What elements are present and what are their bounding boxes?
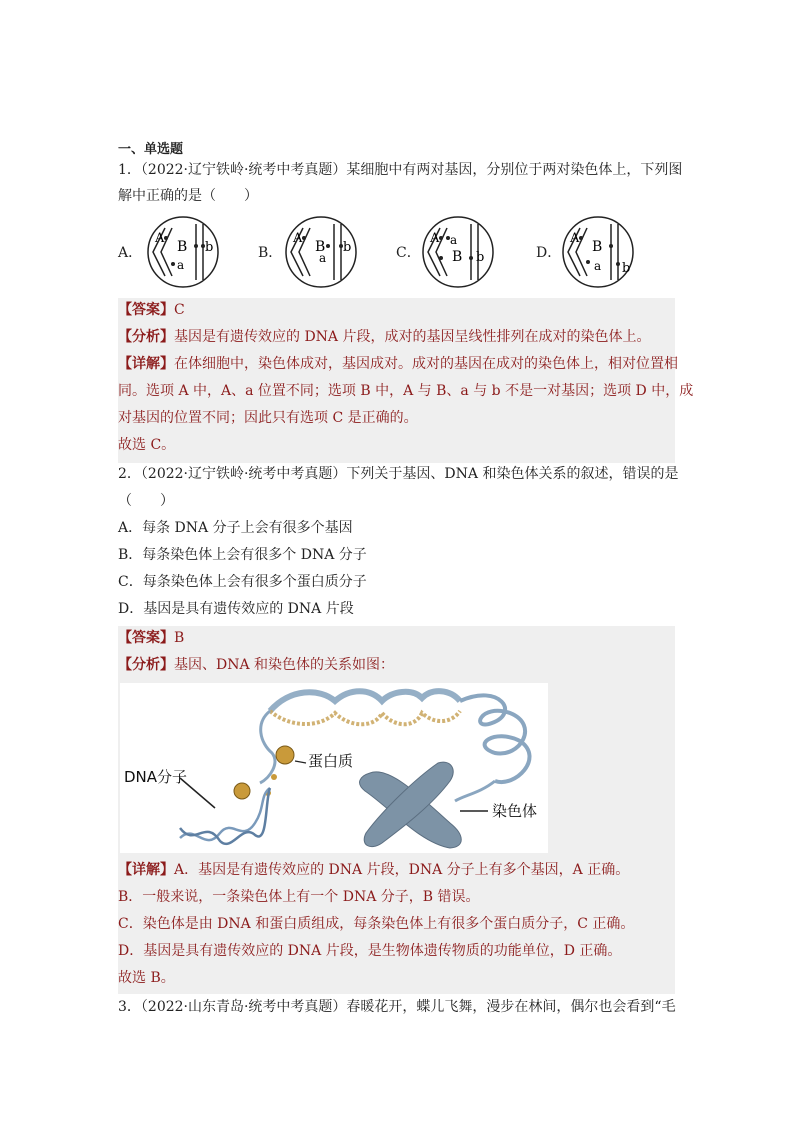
q1-d-label-A: A: [570, 231, 580, 246]
q1-c-label-B: B: [452, 249, 463, 265]
q2-option-c[interactable]: C．每条染色体上会有很多个蛋白质分子: [118, 574, 367, 590]
q1-option-c-letter[interactable]: C．: [396, 245, 421, 261]
q1-option-b-letter[interactable]: B．: [258, 245, 283, 261]
figure-label-dna: DNA分子: [124, 768, 188, 786]
q1-a-label-b: b: [205, 240, 214, 255]
q1-analysis: [118, 327, 650, 347]
q1-b-label-B: B: [315, 239, 326, 255]
q1-detail-line2: 同。选项 A 中，A、a 位置不同；选项 B 中，A 与 B、a 与 b 不是一对基因；选项 D 中，成: [118, 383, 694, 399]
q3-stem-line1: 3．（2022·山东青岛·统考中考真题）春暖花开，蝶儿飞舞，漫步在林间，偶尔也会看到“毛: [118, 999, 676, 1015]
q1-answer-tag: 【答案】: [118, 302, 174, 318]
q1-d-label-B: B: [592, 239, 603, 255]
q2-conclusion: 故选 B。: [118, 970, 175, 986]
q2-detail-line2: B．一般来说，一条染色体上有一个 DNA 分子，B 错误。: [118, 889, 480, 905]
q1-a-label-B: B: [177, 239, 188, 255]
q1-detail-tag: 【详解】: [118, 356, 174, 372]
q1-b-label-A: A: [293, 231, 303, 246]
q2-option-d[interactable]: D．基因是具有遗传效应的 DNA 片段: [118, 601, 354, 617]
q1-conclusion: 故选 C。: [118, 437, 176, 453]
q1-option-b-diagram[interactable]: [283, 214, 363, 290]
q1-a-label-a: a: [177, 258, 185, 272]
q1-detail: [118, 354, 678, 374]
q2-analysis-text: 基因、DNA 和染色体的关系如图：: [174, 657, 395, 673]
q1-c-label-b: b: [476, 250, 485, 265]
q1-d-label-a: a: [594, 259, 602, 273]
q1-detail-line3: 对基因的位置不同；因此只有选项 C 是正确的。: [118, 410, 418, 426]
q1-c-label-a: a: [450, 233, 458, 247]
figure-label-chromosome: 染色体: [492, 802, 538, 820]
q2-analysis: [118, 655, 394, 675]
q1-b-label-a: a: [319, 251, 327, 265]
q1-option-a-diagram[interactable]: [145, 214, 225, 290]
q1-option-a-letter[interactable]: A．: [118, 245, 143, 261]
figure-label-protein: 蛋白质: [308, 752, 354, 770]
q1-stem-line2: 解中正确的是（ ）: [118, 188, 258, 204]
q2-option-a[interactable]: A．每条 DNA 分子上会有很多个基因: [118, 520, 353, 536]
q2-answer: [118, 628, 184, 648]
q2-answer-tag: 【答案】: [118, 630, 174, 646]
q1-option-d-letter[interactable]: D．: [536, 245, 562, 261]
q1-stem-line1: 1．（2022·辽宁铁岭·统考中考真题）某细胞中有两对基因，分别位于两对染色体上，下列图: [118, 162, 683, 178]
q1-analysis-text: 基因是有遗传效应的 DNA 片段，成对的基因呈线性排列在成对的染色体上。: [174, 329, 651, 345]
q2-detail-line3: C．染色体是由 DNA 和蛋白质组成，每条染色体上有很多个蛋白质分子，C 正确。: [118, 916, 635, 932]
q1-option-c-diagram[interactable]: [420, 214, 500, 290]
q1-analysis-tag: 【分析】: [118, 329, 174, 345]
q2-detail: [118, 860, 629, 880]
dna-chromosome-figure: [120, 683, 548, 853]
q1-answer-value: C: [174, 302, 185, 318]
q2-answer-value: B: [174, 630, 185, 646]
q1-a-label-A: A: [155, 231, 165, 246]
q1-option-d-diagram[interactable]: [560, 214, 640, 290]
q1-d-label-b: b: [622, 261, 631, 276]
section-title: 一、单选题: [118, 142, 184, 157]
q2-analysis-tag: 【分析】: [118, 657, 174, 673]
q1-b-label-b: b: [343, 240, 352, 255]
q2-detail-line1: A．基因是有遗传效应的 DNA 片段，DNA 分子上有多个基因，A 正确。: [174, 862, 630, 878]
q2-option-b[interactable]: B．每条染色体上会有很多个 DNA 分子: [118, 547, 367, 563]
q2-stem-line2: （ ）: [118, 493, 174, 509]
q1-detail-line1: 在体细胞中，染色体成对，基因成对。成对的基因在成对的染色体上，相对位置相: [174, 356, 678, 372]
q2-stem-line1: 2．（2022·辽宁铁岭·统考中考真题）下列关于基因、DNA 和染色体关系的叙述，错误的是: [118, 466, 679, 482]
q1-answer: [118, 300, 185, 320]
q1-c-label-A: A: [430, 231, 440, 246]
q2-detail-line4: D．基因是具有遗传效应的 DNA 片段，是生物体遗传物质的功能单位，D 正确。: [118, 943, 622, 959]
q2-detail-tag: 【详解】: [118, 862, 174, 878]
